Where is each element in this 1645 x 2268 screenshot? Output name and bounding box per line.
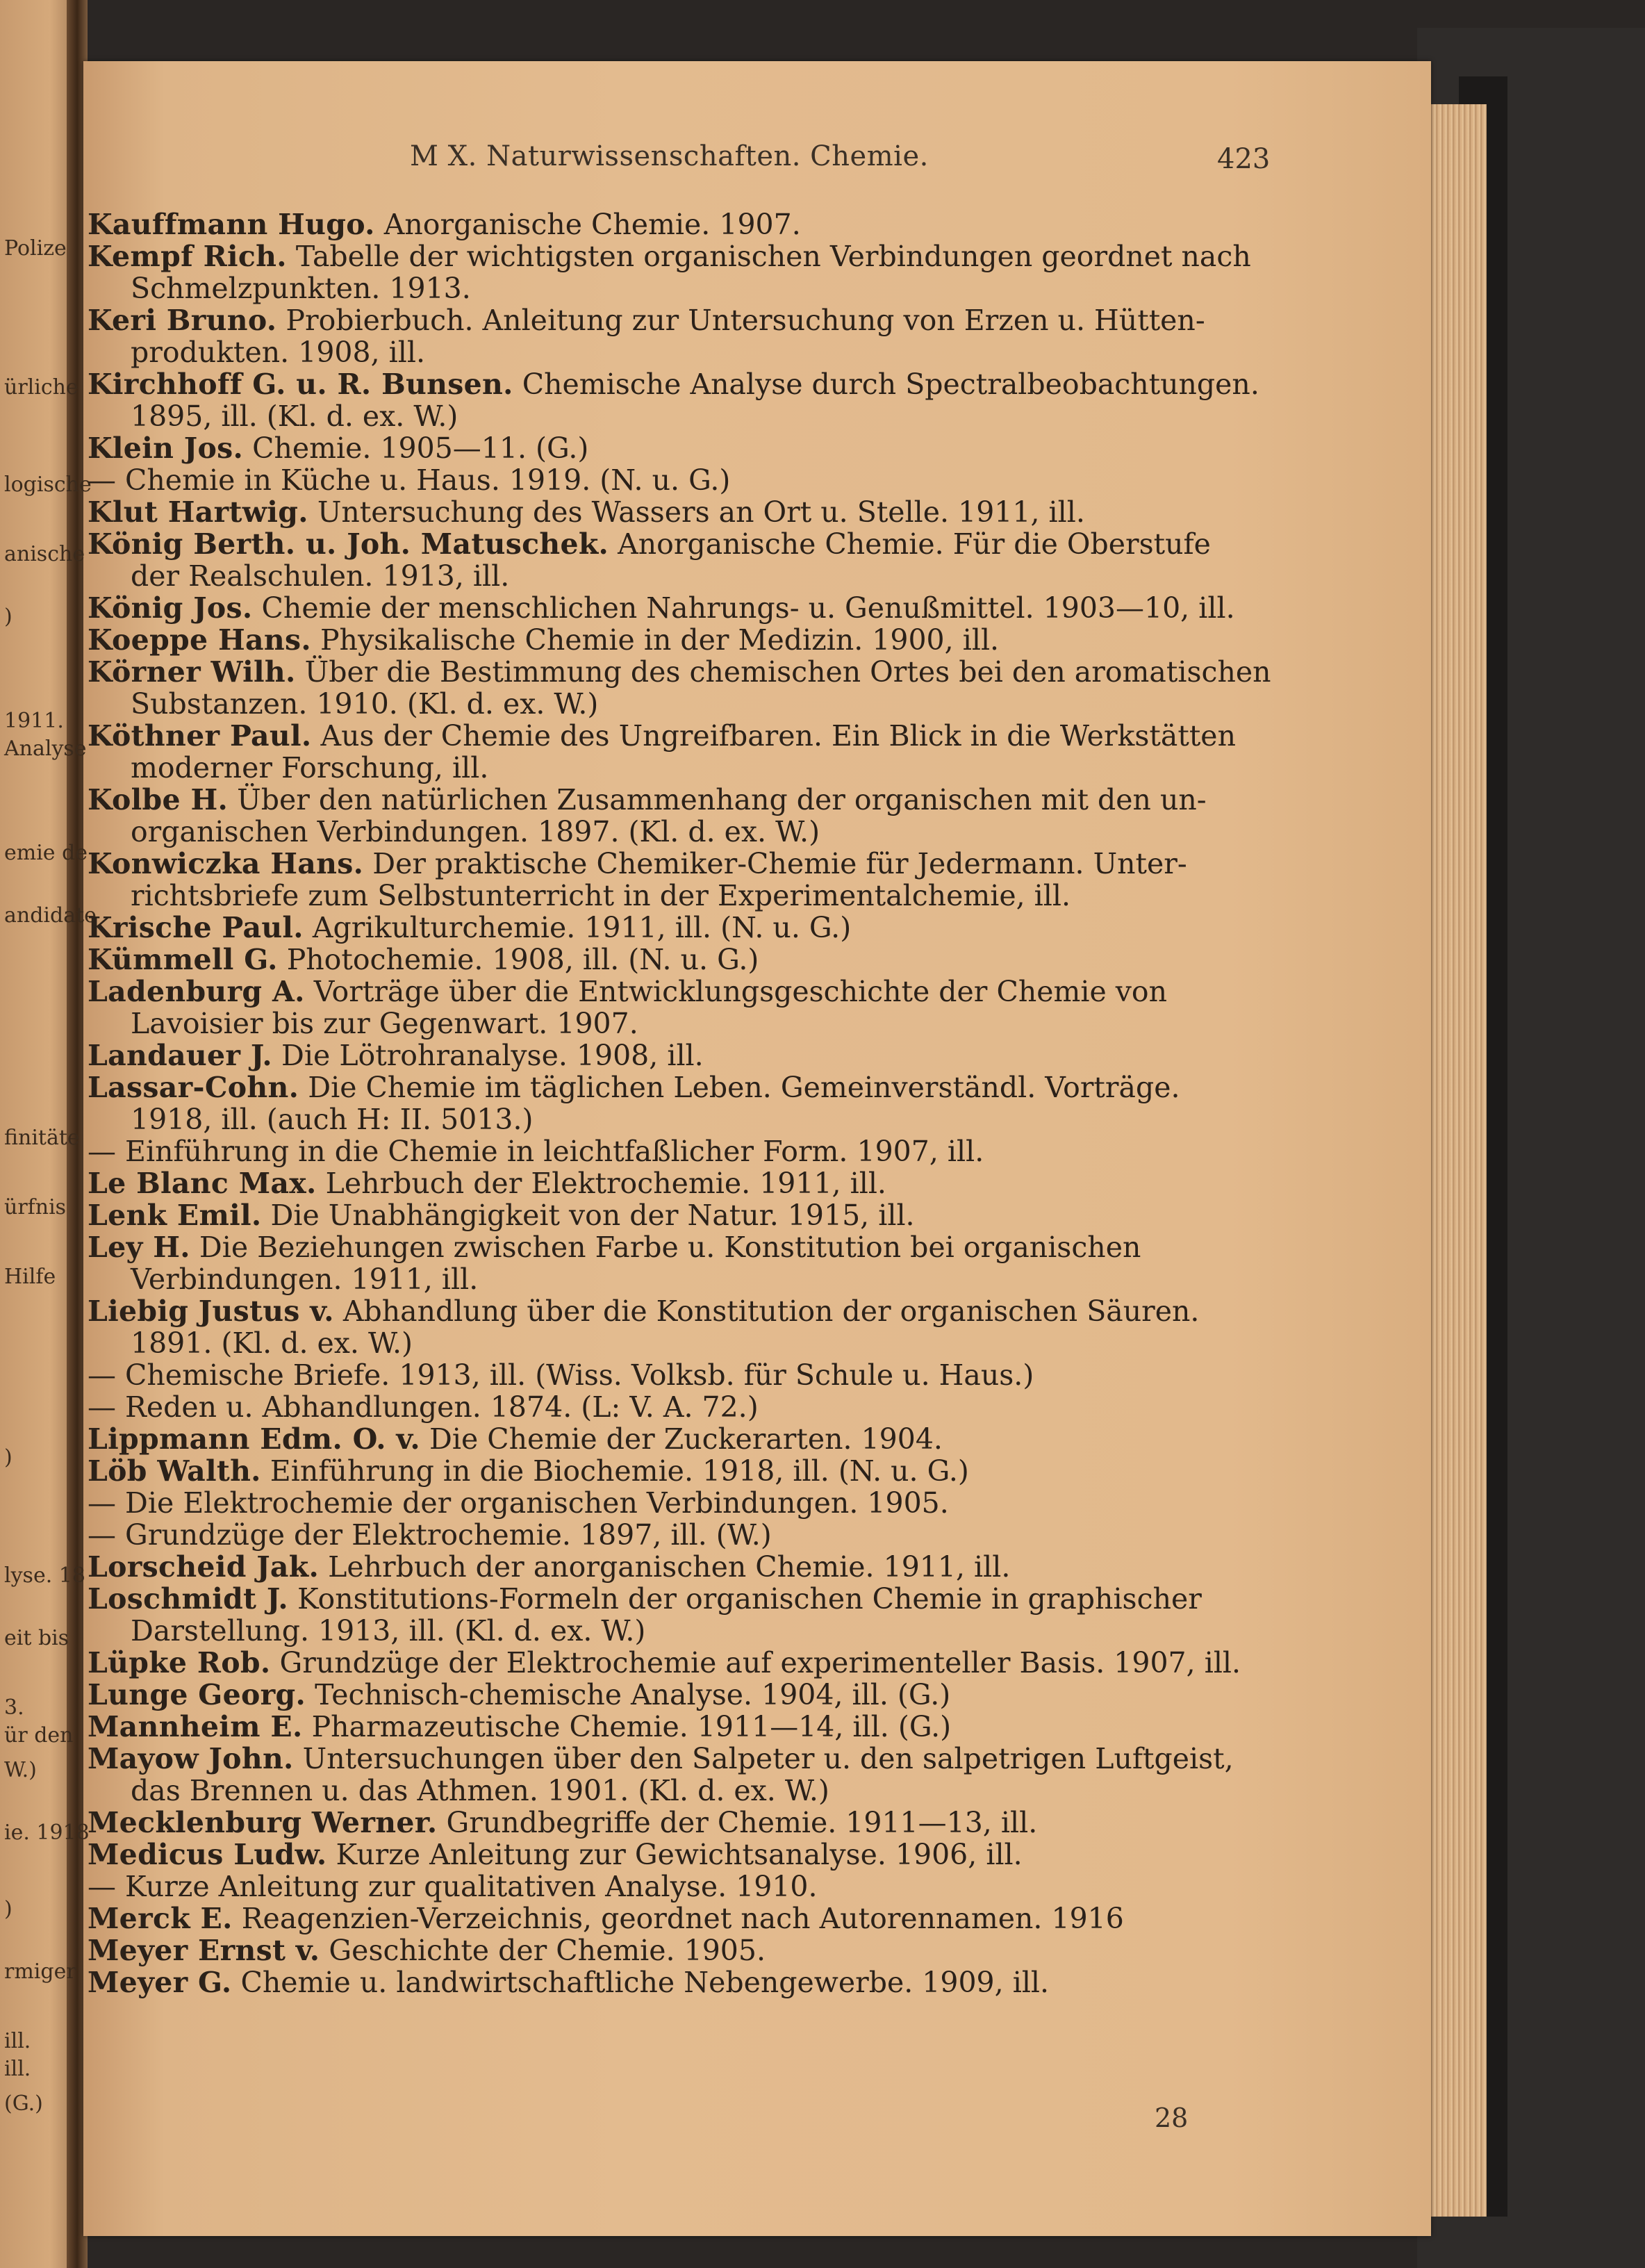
entry-text: Agrikulturchemie. 1911, ill. (N. u. G.) xyxy=(303,911,852,944)
entry-continuation-line xyxy=(88,880,1268,912)
entry-text: organischen Verbindungen. 1897. (Kl. d. ex. W.) xyxy=(131,815,820,848)
author-name: Lunge Georg. xyxy=(88,1678,306,1711)
page-edges xyxy=(1428,104,1487,2217)
left-page-fragment: ür den xyxy=(4,1723,74,1748)
entry-line xyxy=(88,1231,1268,1263)
entry-text: — Kurze Anleitung zur qualitativen Analyse. 1910. xyxy=(88,1870,818,1903)
entry-text: Aus der Chemie des Ungreifbaren. Ein Blick in die Werkstätten xyxy=(311,719,1236,753)
entry-line xyxy=(88,368,1268,400)
entry-line xyxy=(88,528,1268,560)
entry-text: Lavoisier bis zur Gegenwart. 1907. xyxy=(131,1007,638,1040)
entry-line xyxy=(88,240,1268,272)
entry-continuation-line xyxy=(88,1775,1268,1807)
entry-subline xyxy=(88,1487,1268,1519)
entry-continuation-line xyxy=(88,752,1268,784)
author-name: Medicus Ludw. xyxy=(88,1838,327,1871)
author-name: Klein Jos. xyxy=(88,432,244,465)
entry-continuation-line xyxy=(88,336,1268,368)
entry-text: Grundbegriffe der Chemie. 1911—13, ill. xyxy=(437,1806,1038,1839)
left-page-fragment: Polize xyxy=(4,236,67,261)
entry-text: Einführung in die Biochemie. 1918, ill. (N. u. G.) xyxy=(261,1454,969,1488)
entry-text: Schmelzpunkten. 1913. xyxy=(131,272,471,305)
left-page-fragment: lyse. 18 xyxy=(4,1563,85,1588)
author-name: Kümmell G. xyxy=(88,943,278,976)
entry-continuation-line xyxy=(88,1008,1268,1040)
entry-text: Geschichte der Chemie. 1905. xyxy=(320,1934,766,1967)
entry-text: produkten. 1908, ill. xyxy=(131,336,426,369)
running-title: M X. Naturwissenschaften. Chemie. xyxy=(410,140,929,172)
entry-text: — Einführung in die Chemie in leichtfaßlicher Form. 1907, ill. xyxy=(88,1135,984,1168)
entry-text: richtsbriefe zum Selbstunterricht in der Experimentalchemie, ill. xyxy=(131,879,1071,912)
left-page-fragment: W.) xyxy=(4,1758,37,1782)
author-name: Kempf Rich. xyxy=(88,240,287,273)
entry-line xyxy=(88,1839,1268,1871)
entry-line xyxy=(88,848,1268,880)
entry-text: der Realschulen. 1913, ill. xyxy=(131,559,510,593)
left-page-fragment: logische xyxy=(4,472,92,497)
left-page-fragment: emie de xyxy=(4,841,88,865)
entry-line xyxy=(88,655,1271,689)
author-name: Le Blanc Max. xyxy=(88,1167,317,1200)
entry-line xyxy=(88,496,1268,528)
entry-line xyxy=(88,1583,1268,1615)
left-page-fragment: (G.) xyxy=(4,2092,43,2116)
entry-line xyxy=(88,784,1268,816)
author-name: Ley H. xyxy=(88,1231,190,1264)
left-page-fragment: 3. xyxy=(4,1695,24,1720)
entry-text: — Chemische Briefe. 1913, ill. (Wiss. Volksb. für Schule u. Haus.) xyxy=(88,1358,1034,1392)
entry-line xyxy=(88,1167,1268,1199)
entry-line xyxy=(88,1711,1268,1743)
entry-text: Darstellung. 1913, ill. (Kl. d. ex. W.) xyxy=(131,1614,646,1647)
left-page-fragment: rmiger xyxy=(4,1959,76,1984)
author-name: Kirchhoff G. u. R. Bunsen. xyxy=(88,368,513,401)
entry-line xyxy=(88,720,1268,752)
left-page-fragment: ill. xyxy=(4,2057,31,2081)
entry-text: Tabelle der wichtigsten organischen Verbindungen geordnet nach xyxy=(286,240,1251,273)
entry-text: Untersuchungen über den Salpeter u. den salpetrigen Luftgeist, xyxy=(293,1742,1234,1775)
entry-text: Technisch-chemische Analyse. 1904, ill. (G.) xyxy=(306,1678,951,1711)
entry-line xyxy=(88,304,1268,336)
author-name: Meyer G. xyxy=(88,1966,232,1999)
left-page-fragment: anische xyxy=(4,542,85,566)
left-page-fragment: Analyse xyxy=(4,737,87,761)
entry-text: Probierbuch. Anleitung zur Untersuchung von Erzen u. Hütten- xyxy=(276,304,1205,337)
entry-text: Anorganische Chemie. Für die Oberstufe xyxy=(609,527,1211,561)
entry-line xyxy=(88,432,1268,464)
author-name: König Jos. xyxy=(88,591,253,625)
author-name: Lassar-Cohn. xyxy=(88,1071,299,1104)
entry-line xyxy=(88,1647,1268,1679)
entry-line xyxy=(88,1455,1268,1487)
author-name: Mannheim E. xyxy=(88,1710,303,1743)
entry-text: Der praktische Chemiker-Chemie für Jedermann. Unter- xyxy=(363,847,1187,880)
entry-text: Lehrbuch der Elektrochemie. 1911, ill. xyxy=(316,1167,886,1200)
entry-continuation-line xyxy=(88,400,1268,432)
author-name: Merck E. xyxy=(88,1902,233,1935)
entry-subline xyxy=(88,1359,1268,1391)
left-page-fragment: ) xyxy=(4,1897,13,1921)
left-page-fragment: ürfnis xyxy=(4,1195,67,1219)
entry-text: Die Chemie im täglichen Leben. Gemeinverständl. Vorträge. xyxy=(299,1071,1180,1104)
entry-continuation-line xyxy=(88,272,1268,304)
entry-text: Über den natürlichen Zusammenhang der organischen mit den un- xyxy=(228,783,1207,816)
author-name: Klut Hartwig. xyxy=(88,495,308,529)
entry-line xyxy=(88,624,1268,656)
left-page-fragment: eit bis xyxy=(4,1626,69,1650)
entry-line xyxy=(88,1199,1268,1231)
author-name: Mecklenburg Werner. xyxy=(88,1806,438,1839)
author-name: Löb Walth. xyxy=(88,1454,261,1488)
entry-line xyxy=(88,208,1268,240)
entry-text: Die Lötrohranalyse. 1908, ill. xyxy=(272,1039,704,1072)
entry-text: — Die Elektrochemie der organischen Verbindungen. 1905. xyxy=(88,1486,949,1520)
left-page-fragment: finitäte xyxy=(4,1126,80,1150)
author-name: Konwiczka Hans. xyxy=(88,847,364,880)
author-name: Koeppe Hans. xyxy=(88,623,311,657)
entry-continuation-line xyxy=(88,1263,1268,1295)
author-name: Lüpke Rob. xyxy=(88,1646,271,1679)
entry-text: Grundzüge der Elektrochemie auf experimenteller Basis. 1907, ill. xyxy=(270,1646,1241,1679)
entry-text: Konstitutions-Formeln der organischen Chemie in graphischer xyxy=(288,1582,1202,1616)
bibliography-list xyxy=(88,208,1271,1999)
author-name: Mayow John. xyxy=(88,1742,294,1775)
entry-line xyxy=(88,1934,1268,1966)
entry-line xyxy=(88,1966,1268,1998)
author-name: Landauer J. xyxy=(88,1039,272,1072)
left-page-fragment: andidate xyxy=(4,903,97,928)
author-name: König Berth. u. Joh. Matuschek. xyxy=(88,527,609,561)
entry-line xyxy=(88,976,1268,1008)
entry-line xyxy=(88,1423,1268,1455)
entry-line xyxy=(88,1551,1268,1583)
author-name: Liebig Justus v. xyxy=(88,1295,334,1328)
left-page-fragment: ) xyxy=(4,605,13,629)
author-name: Kauffmann Hugo. xyxy=(88,208,375,241)
entry-continuation-line xyxy=(88,1615,1268,1647)
left-page-fragment: ie. 1918 xyxy=(4,1821,90,1845)
entry-text: Kurze Anleitung zur Gewichtsanalyse. 1906, ill. xyxy=(326,1838,1023,1871)
signature-mark: 28 xyxy=(1155,2103,1189,2133)
entry-text: — Chemie in Küche u. Haus. 1919. (N. u. G.) xyxy=(88,463,731,497)
author-name: Körner Wilh. xyxy=(88,655,296,689)
entry-text: Die Unabhängigkeit von der Natur. 1915, ill. xyxy=(261,1199,915,1232)
entry-line xyxy=(88,1679,1268,1711)
entry-text: Die Chemie der Zuckerarten. 1904. xyxy=(420,1422,943,1456)
left-page-fragment: ill. xyxy=(4,2029,31,2053)
entry-text: Abhandlung über die Konstitution der organischen Säuren. xyxy=(333,1295,1200,1328)
entry-subline xyxy=(88,1871,1268,1903)
entry-continuation-line xyxy=(88,1103,1268,1135)
entry-text: das Brennen u. das Athmen. 1901. (Kl. d. ex. W.) xyxy=(131,1774,829,1807)
entry-line xyxy=(88,944,1268,976)
entry-text: Chemie der menschlichen Nahrungs- u. Genußmittel. 1903—10, ill. xyxy=(252,591,1235,625)
entry-line xyxy=(88,1295,1268,1327)
entry-text: Chemische Analyse durch Spectralbeobachtungen. xyxy=(513,368,1259,401)
entry-continuation-line xyxy=(88,688,1268,720)
author-name: Ladenburg A. xyxy=(88,975,305,1008)
entry-text: Substanzen. 1910. (Kl. d. ex. W.) xyxy=(131,687,599,721)
entry-continuation-line xyxy=(88,560,1268,592)
entry-text: — Grundzüge der Elektrochemie. 1897, ill. (W.) xyxy=(88,1518,772,1552)
entry-line xyxy=(88,592,1268,624)
entry-text: Photochemie. 1908, ill. (N. u. G.) xyxy=(277,943,759,976)
entry-text: Anorganische Chemie. 1907. xyxy=(374,208,801,241)
entry-line xyxy=(88,1903,1268,1934)
entry-text: 1918, ill. (auch H: II. 5013.) xyxy=(131,1103,534,1136)
author-name: Krische Paul. xyxy=(88,911,304,944)
entry-text: 1891. (Kl. d. ex. W.) xyxy=(131,1326,413,1360)
author-name: Köthner Paul. xyxy=(88,719,312,753)
author-name: Lorscheid Jak. xyxy=(88,1550,320,1584)
author-name: Loschmidt J. xyxy=(88,1582,288,1616)
entry-line xyxy=(88,912,1268,944)
author-name: Lenk Emil. xyxy=(88,1199,262,1232)
entry-line xyxy=(88,1040,1268,1071)
entry-text: Pharmazeutische Chemie. 1911—14, ill. (G.) xyxy=(302,1710,952,1743)
entry-subline xyxy=(88,1519,1268,1551)
entry-text: — Reden u. Abhandlungen. 1874. (L: V. A. 72.) xyxy=(88,1390,759,1424)
author-name: Kolbe H. xyxy=(88,783,229,816)
entry-subline xyxy=(88,1135,1268,1167)
page-number: 423 xyxy=(1217,143,1271,175)
entry-line xyxy=(88,1807,1268,1839)
left-page-fragment: Hilfe xyxy=(4,1265,56,1289)
entry-text: 1895, ill. (Kl. d. ex. W.) xyxy=(131,400,458,433)
entry-continuation-line xyxy=(88,1327,1268,1359)
left-page-fragment: ürliche xyxy=(4,375,78,400)
left-page-fragment: ) xyxy=(4,1445,13,1470)
entry-text: Vorträge über die Entwicklungsgeschichte der Chemie von xyxy=(304,975,1168,1008)
author-name: Lippmann Edm. O. v. xyxy=(88,1422,420,1456)
entry-text: Physikalische Chemie in der Medizin. 1900, ill. xyxy=(311,623,1000,657)
entry-text: moderner Forschung, ill. xyxy=(131,751,489,784)
entry-text: Untersuchung des Wassers an Ort u. Stelle. 1911, ill. xyxy=(308,495,1085,529)
entry-text: Chemie u. landwirtschaftliche Nebengewerbe. 1909, ill. xyxy=(231,1966,1050,1999)
author-name: Meyer Ernst v. xyxy=(88,1934,320,1967)
entry-text: Lehrbuch der anorganischen Chemie. 1911, ill. xyxy=(319,1550,1011,1584)
author-name: Keri Bruno. xyxy=(88,304,277,337)
entry-line xyxy=(88,1071,1268,1103)
entry-text: Chemie. 1905—11. (G.) xyxy=(243,432,589,465)
entry-text: Verbindungen. 1911, ill. xyxy=(131,1263,479,1296)
entry-text: Reagenzien-Verzeichnis, geordnet nach Autorennamen. 1916 xyxy=(232,1902,1124,1935)
left-page-fragment: 1911. xyxy=(4,709,64,733)
entry-line xyxy=(88,1743,1268,1775)
entry-subline xyxy=(88,464,1268,496)
entry-subline xyxy=(88,1391,1268,1423)
entry-text: Über die Bestimmung des chemischen Ortes bei den aromatischen xyxy=(295,655,1271,689)
entry-continuation-line xyxy=(88,816,1268,848)
entry-text: Die Beziehungen zwischen Farbe u. Konstitution bei organischen xyxy=(190,1231,1141,1264)
